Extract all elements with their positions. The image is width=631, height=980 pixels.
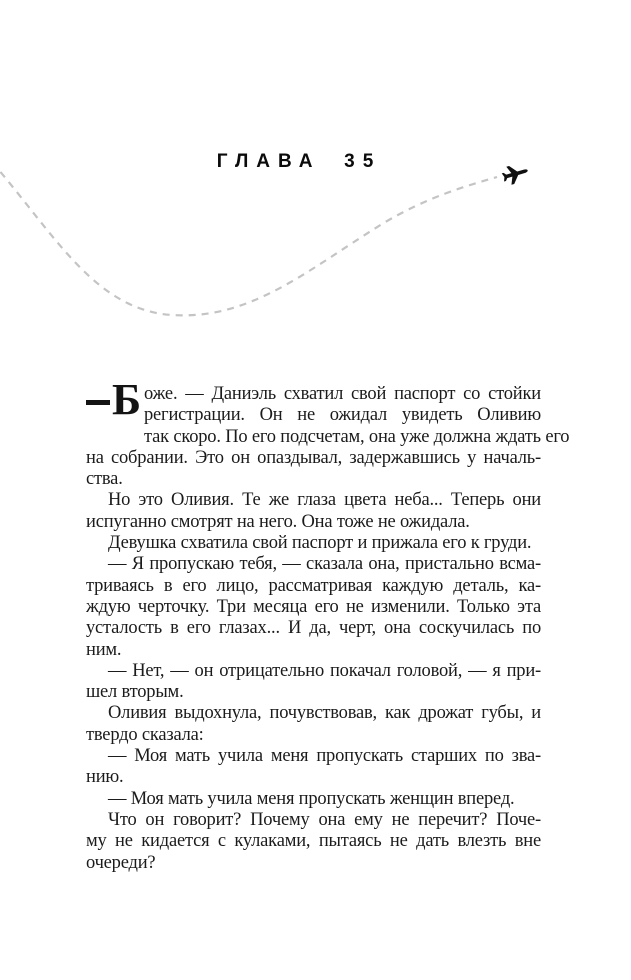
text-line: регистрации. Он не ожидал увидеть Оливию xyxy=(144,405,541,426)
drop-cap xyxy=(86,375,141,427)
text-line: очереди? xyxy=(86,852,156,873)
text-line: усталость в его глазах... И да, черт, она соскучилась по xyxy=(86,618,541,639)
text-line: шел вторым. xyxy=(86,682,184,703)
drop-cap-letter: Б xyxy=(112,375,141,424)
text-line: — Моя мать учила меня пропускать женщин вперед. xyxy=(108,788,515,809)
chapter-title: ГЛАВА 35 xyxy=(216,151,382,172)
flight-path-decoration xyxy=(0,0,631,360)
paragraph xyxy=(86,554,541,660)
text-line: оже. — Даниэль схватил свой паспорт со стойки xyxy=(144,384,541,404)
paragraph xyxy=(86,375,570,490)
text-line: так скоро. По его подсчетам, она уже должна ждать его xyxy=(144,426,570,447)
text-line: му не кидается с кулаками, пытаясь не дать влезть вне xyxy=(86,831,541,852)
text-line: триваясь в его лицо, рассматривая каждую деталь, ка- xyxy=(86,575,541,596)
text-line: Оливия выдохнула, почувствовав, как дрожат губы, и xyxy=(108,703,541,724)
paragraph xyxy=(86,746,541,789)
text-line: — Нет, — он отрицательно покачал головой, — я при- xyxy=(108,660,541,681)
text-line: ства. xyxy=(86,469,123,490)
em-dash-rule xyxy=(86,400,110,405)
text-line: — Моя мать учила меня пропускать старших по зва- xyxy=(108,746,541,767)
paragraph xyxy=(86,789,541,810)
text-line: Но это Оливия. Те же глаза цвета неба... Теперь они xyxy=(108,490,541,511)
text-line: ним. xyxy=(86,639,122,660)
paragraph xyxy=(86,490,541,533)
text-line: Девушка схватила свой паспорт и прижала его к груди. xyxy=(108,533,532,554)
paragraph xyxy=(86,703,541,746)
text-line: — Я пропускаю тебя, — сказала она, пристально всма- xyxy=(108,554,541,575)
paragraph xyxy=(86,533,541,554)
flight-path xyxy=(0,162,497,315)
text-line: твердо сказала: xyxy=(86,724,204,745)
body-text xyxy=(86,375,570,874)
paragraph xyxy=(86,810,541,874)
text-line: на собрании. Это он опаздывал, задержавшись у началь- xyxy=(86,447,541,468)
text-line: ждую черточку. Три месяца его не изменили. Только эта xyxy=(86,596,541,617)
paragraph xyxy=(86,661,541,704)
text-line: испуганно смотрят на него. Она тоже не ожидала. xyxy=(86,511,470,532)
text-line: нию. xyxy=(86,767,124,788)
text-line: Что он говорит? Почему она ему не перечит? Поче- xyxy=(108,809,541,830)
